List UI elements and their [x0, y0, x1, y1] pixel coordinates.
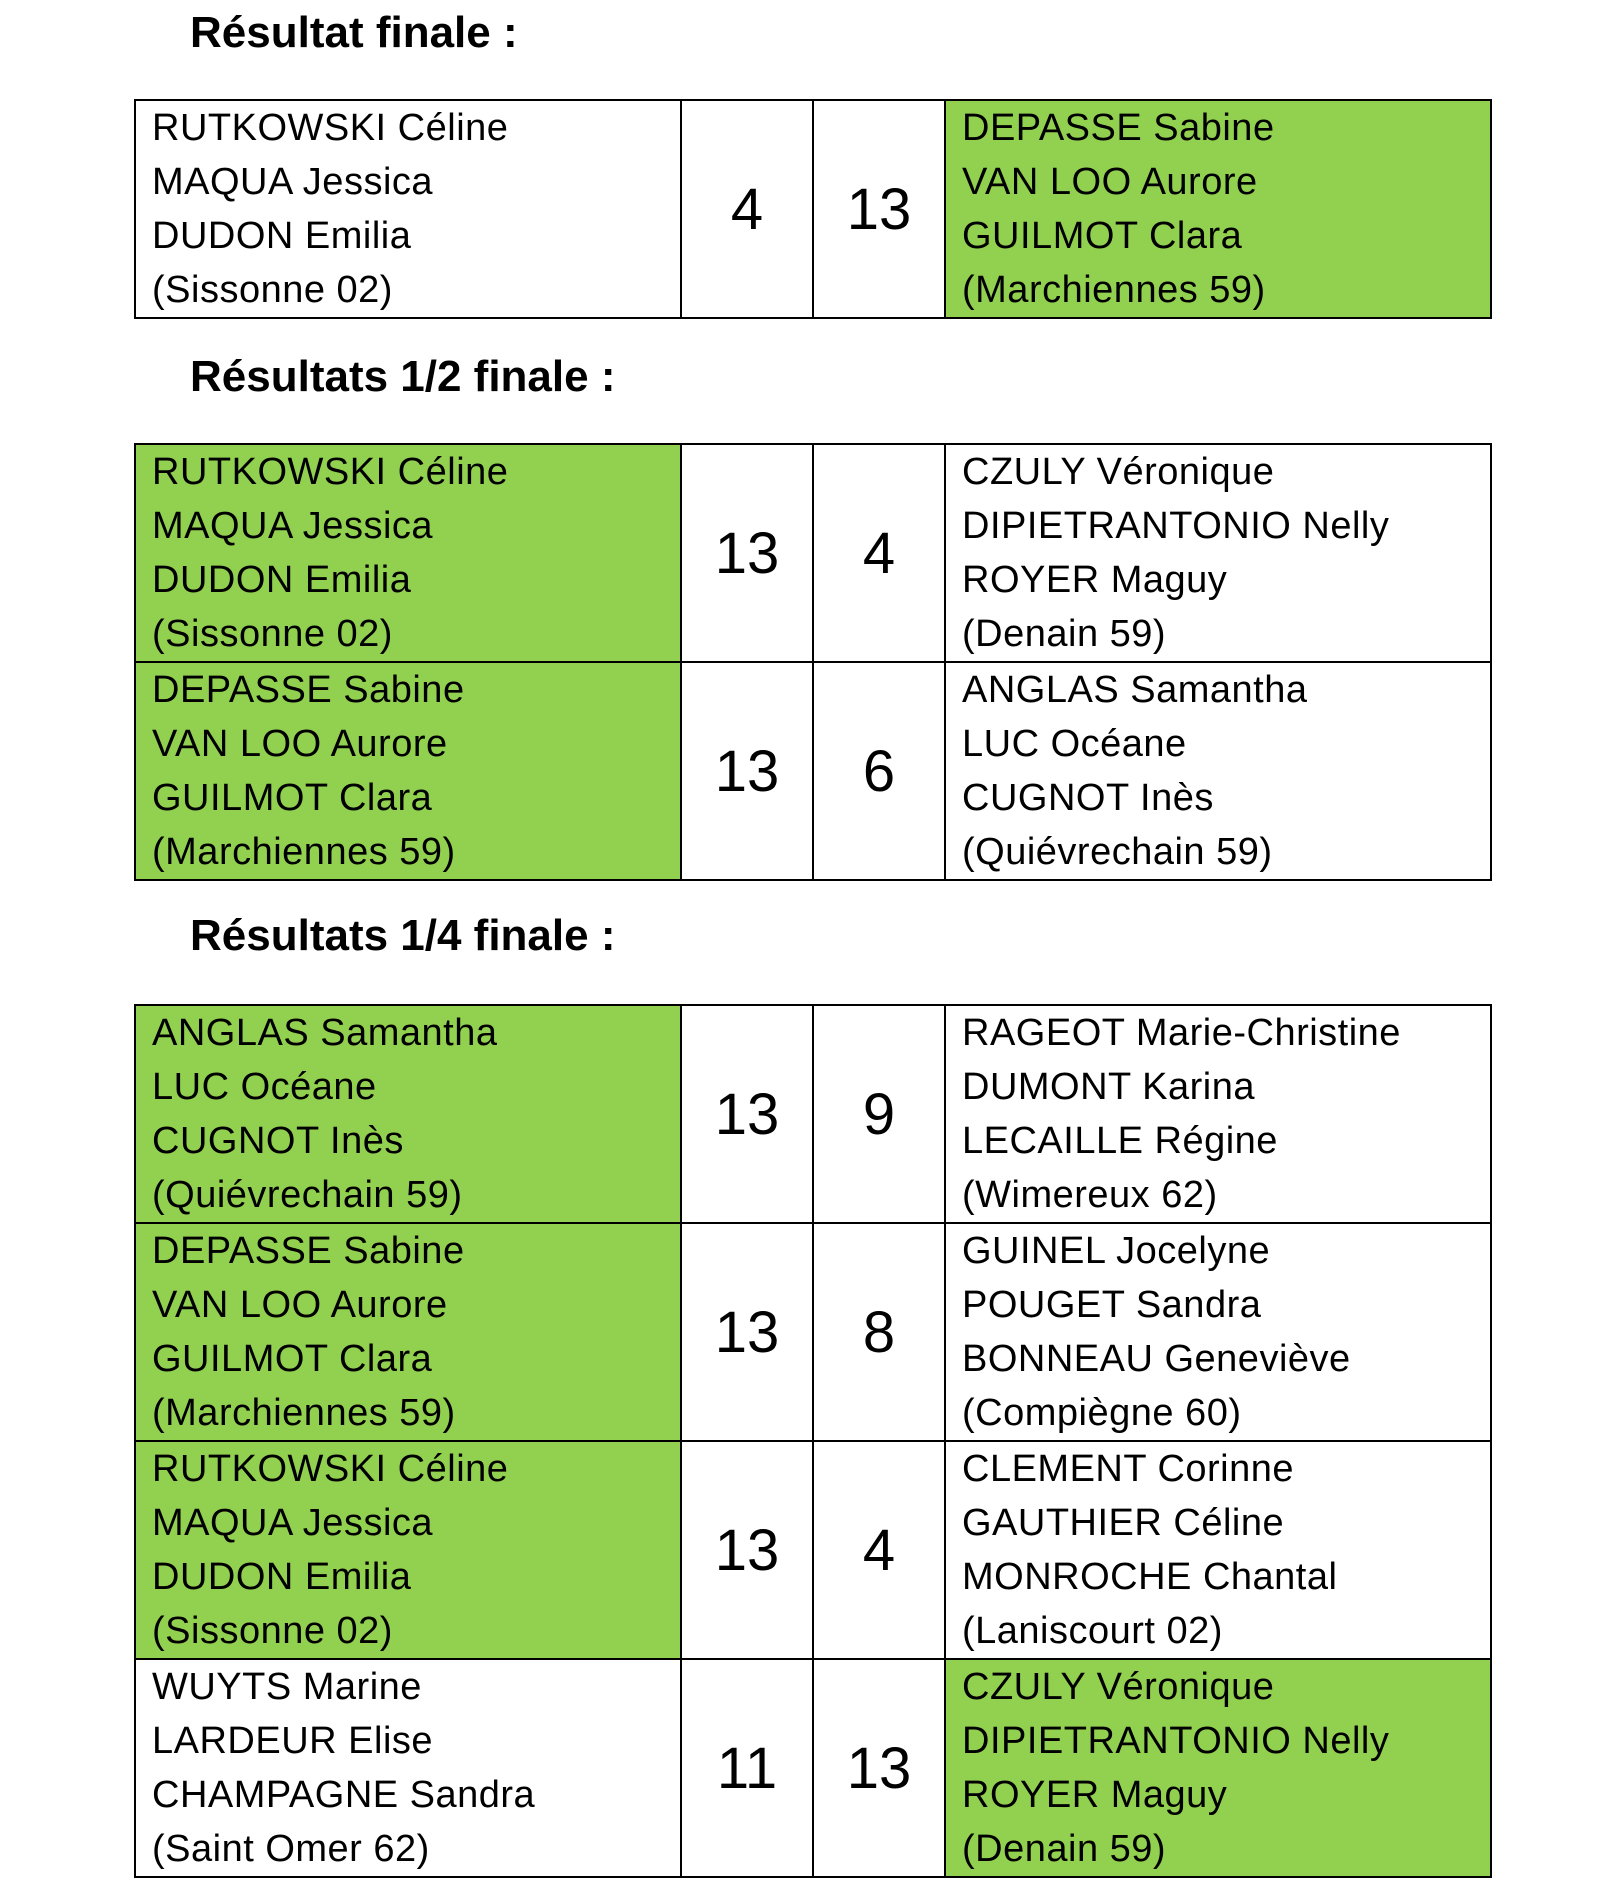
score-left: 4: [681, 100, 813, 318]
team-club: (Quiévrechain 59): [962, 831, 1273, 873]
team-left: [135, 1659, 681, 1877]
player-name: GUILMOT Clara: [962, 215, 1243, 257]
player-name: CZULY Véronique: [962, 1666, 1275, 1708]
player-name: GUILMOT Clara: [152, 777, 433, 819]
team-club: (Compiègne 60): [962, 1392, 1242, 1434]
player-name: CUGNOT Inès: [962, 777, 1214, 819]
team-club: (Sissonne 02): [152, 613, 393, 655]
player-name: CZULY Véronique: [962, 451, 1275, 493]
player-name: DEPASSE Sabine: [152, 1230, 465, 1272]
match-row: [135, 1659, 1491, 1877]
player-name: MAQUA Jessica: [152, 1502, 434, 1544]
team-right: [945, 662, 1491, 880]
score-left: 11: [681, 1659, 813, 1877]
player-name: DIPIETRANTONIO Nelly: [962, 505, 1390, 547]
score-left: 13: [681, 1005, 813, 1223]
team-left: [135, 100, 681, 318]
match-row: [135, 662, 1491, 880]
player-name: POUGET Sandra: [962, 1284, 1262, 1326]
score-right: 13: [813, 1659, 945, 1877]
player-name: VAN LOO Aurore: [152, 1284, 448, 1326]
team-club: (Wimereux 62): [962, 1174, 1218, 1216]
team-left: [135, 1441, 681, 1659]
player-name: DEPASSE Sabine: [962, 107, 1275, 149]
player-name: ROYER Maguy: [962, 559, 1228, 601]
player-name: ANGLAS Samantha: [152, 1012, 498, 1054]
team-right: [945, 1659, 1491, 1877]
team-club: (Denain 59): [962, 613, 1167, 655]
section-title-quarterfinal: Résultats 1/4 finale :: [190, 911, 616, 960]
score-right: 13: [813, 100, 945, 318]
player-name: VAN LOO Aurore: [962, 161, 1258, 203]
player-name: DUDON Emilia: [152, 559, 412, 601]
score-right: 9: [813, 1005, 945, 1223]
player-name: CUGNOT Inès: [152, 1120, 404, 1162]
player-name: CLEMENT Corinne: [962, 1448, 1295, 1490]
results-table-semifinal: [134, 443, 1492, 881]
team-right: [945, 100, 1491, 318]
player-name: WUYTS Marine: [152, 1666, 422, 1708]
team-right: [945, 1223, 1491, 1441]
team-left: [135, 662, 681, 880]
score-left: 13: [681, 1441, 813, 1659]
team-right: [945, 1005, 1491, 1223]
player-name: DUDON Emilia: [152, 215, 412, 257]
player-name: RAGEOT Marie-Christine: [962, 1012, 1401, 1054]
player-name: RUTKOWSKI Céline: [152, 451, 509, 493]
player-name: BONNEAU Geneviève: [962, 1338, 1351, 1380]
score-right: 4: [813, 444, 945, 662]
player-name: ANGLAS Samantha: [962, 669, 1308, 711]
score-right: 4: [813, 1441, 945, 1659]
player-name: RUTKOWSKI Céline: [152, 1448, 509, 1490]
player-name: GAUTHIER Céline: [962, 1502, 1285, 1544]
team-right: [945, 444, 1491, 662]
player-name: LECAILLE Régine: [962, 1120, 1278, 1162]
team-right: [945, 1441, 1491, 1659]
team-club: (Sissonne 02): [152, 1610, 393, 1652]
score-right: 8: [813, 1223, 945, 1441]
team-club: (Marchiennes 59): [152, 1392, 456, 1434]
team-club: (Quiévrechain 59): [152, 1174, 463, 1216]
section-title-final: Résultat finale :: [190, 8, 518, 57]
player-name: GUINEL Jocelyne: [962, 1230, 1271, 1272]
player-name: ROYER Maguy: [962, 1774, 1228, 1816]
team-left: [135, 1005, 681, 1223]
player-name: LUC Océane: [152, 1066, 377, 1108]
player-name: MONROCHE Chantal: [962, 1556, 1338, 1598]
team-left: [135, 1223, 681, 1441]
player-name: DEPASSE Sabine: [152, 669, 465, 711]
match-row: [135, 1005, 1491, 1223]
team-left: [135, 444, 681, 662]
player-name: VAN LOO Aurore: [152, 723, 448, 765]
team-club: (Laniscourt 02): [962, 1610, 1223, 1652]
player-name: LUC Océane: [962, 723, 1187, 765]
match-row: [135, 100, 1491, 318]
score-left: 13: [681, 444, 813, 662]
player-name: CHAMPAGNE Sandra: [152, 1774, 536, 1816]
score-left: 13: [681, 1223, 813, 1441]
results-table-final: [134, 99, 1492, 319]
team-club: (Sissonne 02): [152, 269, 393, 311]
player-name: DUMONT Karina: [962, 1066, 1255, 1108]
team-club: (Saint Omer 62): [152, 1828, 430, 1870]
player-name: MAQUA Jessica: [152, 161, 434, 203]
match-row: [135, 444, 1491, 662]
score-left: 13: [681, 662, 813, 880]
team-club: (Marchiennes 59): [962, 269, 1266, 311]
score-right: 6: [813, 662, 945, 880]
team-club: (Denain 59): [962, 1828, 1167, 1870]
player-name: DIPIETRANTONIO Nelly: [962, 1720, 1390, 1762]
results-table-quarterfinal: [134, 1004, 1492, 1878]
match-row: [135, 1441, 1491, 1659]
player-name: MAQUA Jessica: [152, 505, 434, 547]
match-row: [135, 1223, 1491, 1441]
player-name: GUILMOT Clara: [152, 1338, 433, 1380]
player-name: LARDEUR Elise: [152, 1720, 434, 1762]
player-name: DUDON Emilia: [152, 1556, 412, 1598]
player-name: RUTKOWSKI Céline: [152, 107, 509, 149]
section-title-semifinal: Résultats 1/2 finale :: [190, 352, 616, 401]
team-club: (Marchiennes 59): [152, 831, 456, 873]
